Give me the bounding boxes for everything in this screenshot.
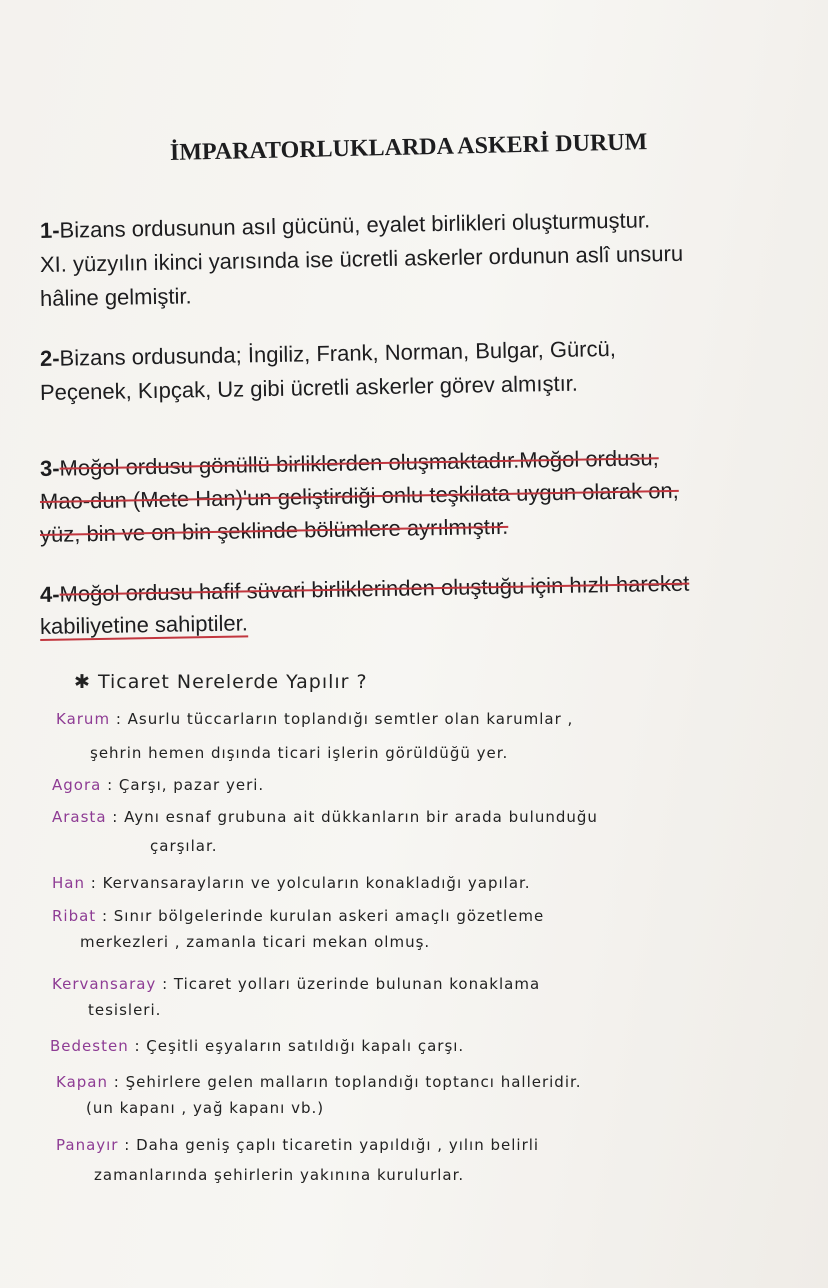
note-text: Çeşitli eşyaların satıldığı kapalı çarşı. bbox=[146, 1037, 465, 1055]
line-text: kabiliyetine sahiptiler. bbox=[39, 610, 249, 639]
note-term: Arasta bbox=[52, 808, 107, 826]
paragraph-4-line-1 bbox=[40, 571, 690, 608]
note-text: Asurlu tüccarların toplandığı semtler olan karumlar , bbox=[127, 710, 574, 728]
note-kapan: Kapan : Şehirlere gelen malların toplandığı toptancı halleridir. bbox=[56, 1073, 582, 1091]
line-text: Bizans ordusunda; İngiliz, Frank, Norman, Bulgar, Gürcü, bbox=[59, 335, 617, 371]
note-term: Kervansaray bbox=[52, 975, 157, 993]
note-text: Çarşı, pazar yeri. bbox=[118, 776, 265, 794]
paragraph-3-line-1 bbox=[40, 445, 659, 482]
note-term: Ribat bbox=[52, 907, 97, 925]
note-agora: Agora : Çarşı, pazar yeri. bbox=[52, 776, 265, 794]
paragraph-1-line-2: XI. yüzyılın ikinci yarısında ise ücretli askerler ordunun aslî unsuru bbox=[39, 240, 684, 277]
line-text: Bizans ordusunun asıl gücünü, eyalet birlikleri oluşturmuştur. bbox=[59, 207, 651, 243]
paragraph-3-line-2: Mao-dun (Mete Han)'un geliştirdiği onlu teşkilata uygun olarak on, bbox=[39, 477, 680, 514]
note-text: Şehirlere gelen malların toplandığı toptancı halleridir. bbox=[125, 1073, 582, 1091]
note-text: Aynı esnaf grubuna ait dükkanların bir arada bulunduğu bbox=[124, 808, 598, 826]
notes-heading: ✱ Ticaret Nerelerde Yapılır ? bbox=[74, 671, 368, 693]
paragraph-number: 1- bbox=[39, 217, 60, 243]
note-panayir: Panayır : Daha geniş çaplı ticaretin yapıldığı , yılın belirli bbox=[56, 1136, 540, 1154]
note-term: Kapan bbox=[56, 1073, 108, 1091]
note-ribat-line-2: merkezleri , zamanla ticari mekan olmuş. bbox=[80, 933, 431, 951]
paragraph-2-line-1 bbox=[40, 336, 616, 372]
note-term: Agora bbox=[52, 776, 102, 794]
paragraph-3-line-3: yüz, bin ve on bin şeklinde bölümlere ayrılmıştır. bbox=[39, 513, 509, 547]
paragraph-number: 4- bbox=[39, 581, 60, 607]
paragraph-2-line-2: Peçenek, Kıpçak, Uz gibi ücretli askerler görev almıştır. bbox=[39, 370, 579, 405]
note-panayir-line-2: zamanlarında şehirlerin yakınına kurulurlar. bbox=[94, 1166, 465, 1184]
note-term: Panayır bbox=[56, 1136, 119, 1154]
note-karum-line-2: şehrin hemen dışında ticari işlerin görüldüğü yer. bbox=[90, 744, 509, 762]
note-text: Sınır bölgelerinde kurulan askeri amaçlı gözetleme bbox=[113, 907, 545, 925]
page-title: İMPARATORLUKLARDA ASKERİ DURUM bbox=[169, 129, 648, 166]
note-kervansaray-line-2: tesisleri. bbox=[88, 1001, 162, 1019]
note-text: Kervansarayların ve yolcuların konakladığı yapılar. bbox=[102, 874, 531, 892]
note-text: Ticaret yolları üzerinde bulunan konaklama bbox=[173, 975, 541, 993]
paragraph-4-line-2 bbox=[40, 610, 248, 640]
note-bedesten: Bedesten : Çeşitli eşyaların satıldığı kapalı çarşı. bbox=[50, 1037, 465, 1055]
note-term: Karum bbox=[56, 710, 111, 728]
paragraph-number: 3- bbox=[39, 455, 60, 481]
note-ribat: Ribat : Sınır bölgelerinde kurulan askeri amaçlı gözetleme bbox=[52, 907, 545, 925]
paragraph-1-line-3: hâline gelmiştir. bbox=[39, 283, 192, 311]
note-karum: Karum : Asurlu tüccarların toplandığı semtler olan karumlar , bbox=[56, 710, 574, 728]
note-han: Han : Kervansarayların ve yolcuların konakladığı yapılar. bbox=[52, 874, 531, 892]
note-arasta-line-2: çarşılar. bbox=[150, 837, 218, 855]
paragraph-number: 2- bbox=[39, 345, 60, 371]
note-term: Han bbox=[52, 874, 85, 892]
line-text: Moğol ordusu gönüllü birliklerden oluşmaktadır.Moğol ordusu, bbox=[59, 445, 659, 481]
note-text: Daha geniş çaplı ticaretin yapıldığı , yılın belirli bbox=[136, 1136, 540, 1154]
line-text: Moğol ordusu hafif süvari birliklerinden oluştuğu için hızlı hareket bbox=[59, 570, 690, 607]
paragraph-1-line-1 bbox=[40, 207, 651, 244]
note-arasta: Arasta : Aynı esnaf grubuna ait dükkanların bir arada bulunduğu bbox=[52, 808, 598, 826]
note-term: Bedesten bbox=[50, 1037, 129, 1055]
note-kervansaray: Kervansaray : Ticaret yolları üzerinde bulunan konaklama bbox=[52, 975, 541, 993]
note-kapan-line-2: (un kapanı , yağ kapanı vb.) bbox=[86, 1099, 325, 1117]
